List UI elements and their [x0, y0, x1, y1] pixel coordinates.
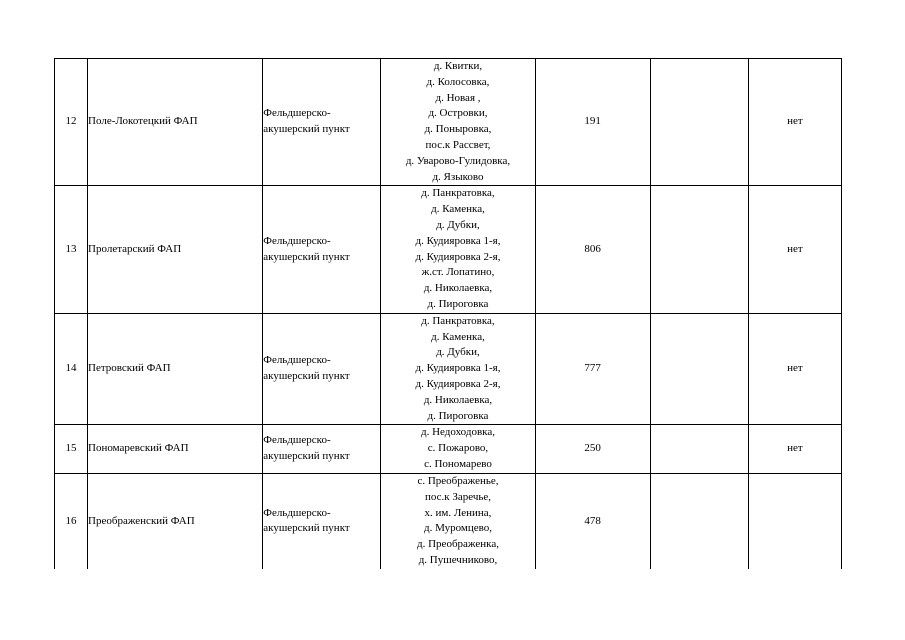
locality: д. Кудияровка 2-я, [415, 377, 501, 390]
locality: ж.ст. Лопатино, [421, 266, 495, 279]
locality: д. Пироговка [427, 297, 489, 310]
locality: д. Кудияровка 1-я, [415, 234, 501, 247]
row-number: 12 [55, 59, 88, 186]
fap-name: Пролетарский ФАП [88, 186, 263, 313]
facility-type-line: Фельдшерско- [263, 434, 331, 447]
fap-table [54, 58, 842, 569]
locality: д. Кудияровка 2-я, [415, 250, 501, 263]
locality: с. Пожарово, [427, 442, 489, 455]
locality: д. Николаевка, [423, 393, 493, 406]
facility-type [263, 59, 381, 186]
locality: д. Панкратовка, [421, 314, 495, 327]
localities-cell [381, 186, 535, 313]
fap-name: Пономаревский ФАП [88, 425, 263, 473]
row-number: 13 [55, 186, 88, 313]
locality: д. Преображенка, [417, 538, 499, 551]
locality: д. Муромцево, [423, 522, 492, 535]
population: 806 [535, 186, 650, 313]
locality: пос.к Рассвет, [425, 138, 491, 151]
locality: с. Пономарево [424, 457, 492, 470]
localities-cell [381, 313, 535, 425]
locality: д. Поныровка, [424, 123, 492, 136]
row-number: 15 [55, 425, 88, 473]
localities-cell [381, 425, 535, 473]
empty-cell [650, 313, 748, 425]
facility-type [263, 313, 381, 425]
localities-cell [381, 473, 535, 569]
population: 250 [535, 425, 650, 473]
fap-name: Петровский ФАП [88, 313, 263, 425]
facility-type-line: Фельдшерско- [263, 506, 331, 519]
table-row [55, 59, 842, 186]
row-number: 14 [55, 313, 88, 425]
population: 777 [535, 313, 650, 425]
population: 478 [535, 473, 650, 569]
locality: д. Николаевка, [423, 282, 493, 295]
table-row [55, 313, 842, 425]
empty-cell [650, 473, 748, 569]
table-row [55, 186, 842, 313]
empty-cell [650, 186, 748, 313]
locality: пос.к Заречье, [424, 490, 492, 503]
facility-type-line: акушерский пункт [263, 450, 350, 463]
locality: д. Уварово-Гулидовка, [405, 154, 511, 167]
availability: нет [748, 425, 841, 473]
locality: с. Преображенье, [417, 475, 499, 488]
locality: д. Кудияровка 1-я, [415, 362, 501, 375]
table-row [55, 473, 842, 569]
fap-name: Поле-Локотецкий ФАП [88, 59, 263, 186]
facility-type-line: акушерский пункт [263, 123, 350, 136]
facility-type-line: Фельдшерско- [263, 354, 331, 367]
availability: нет [748, 186, 841, 313]
locality: д. Колосовка, [426, 75, 490, 88]
availability: нет [748, 59, 841, 186]
empty-cell [650, 425, 748, 473]
locality: д. Дубки, [436, 346, 480, 359]
locality: д. Языково [432, 170, 484, 183]
locality: д. Дубки, [436, 218, 480, 231]
locality: д. Недоходовка, [421, 426, 495, 439]
locality: д. Пироговка [427, 409, 489, 422]
table-row [55, 425, 842, 473]
availability: нет [748, 313, 841, 425]
row-number: 16 [55, 473, 88, 569]
facility-type [263, 186, 381, 313]
locality: д. Островки, [428, 107, 488, 120]
facility-type [263, 473, 381, 569]
locality: х. им. Ленина, [424, 506, 492, 519]
facility-type-line: акушерский пункт [263, 522, 350, 535]
facility-type-line: акушерский пункт [263, 370, 350, 383]
availability [748, 473, 841, 569]
facility-type [263, 425, 381, 473]
locality: д. Пушечниково, [418, 554, 498, 567]
locality: д. Каменка, [431, 203, 485, 216]
facility-type-line: Фельдшерско- [263, 234, 331, 247]
locality: д. Панкратовка, [421, 187, 495, 200]
population: 191 [535, 59, 650, 186]
empty-cell [650, 59, 748, 186]
facility-type-line: Фельдшерско- [263, 107, 331, 120]
locality: д. Квитки, [433, 60, 483, 72]
localities-cell [381, 59, 535, 186]
locality: д. Новая , [435, 91, 481, 104]
fap-name: Преображенский ФАП [88, 473, 263, 569]
facility-type-line: акушерский пункт [263, 250, 350, 263]
locality: д. Каменка, [431, 330, 485, 343]
